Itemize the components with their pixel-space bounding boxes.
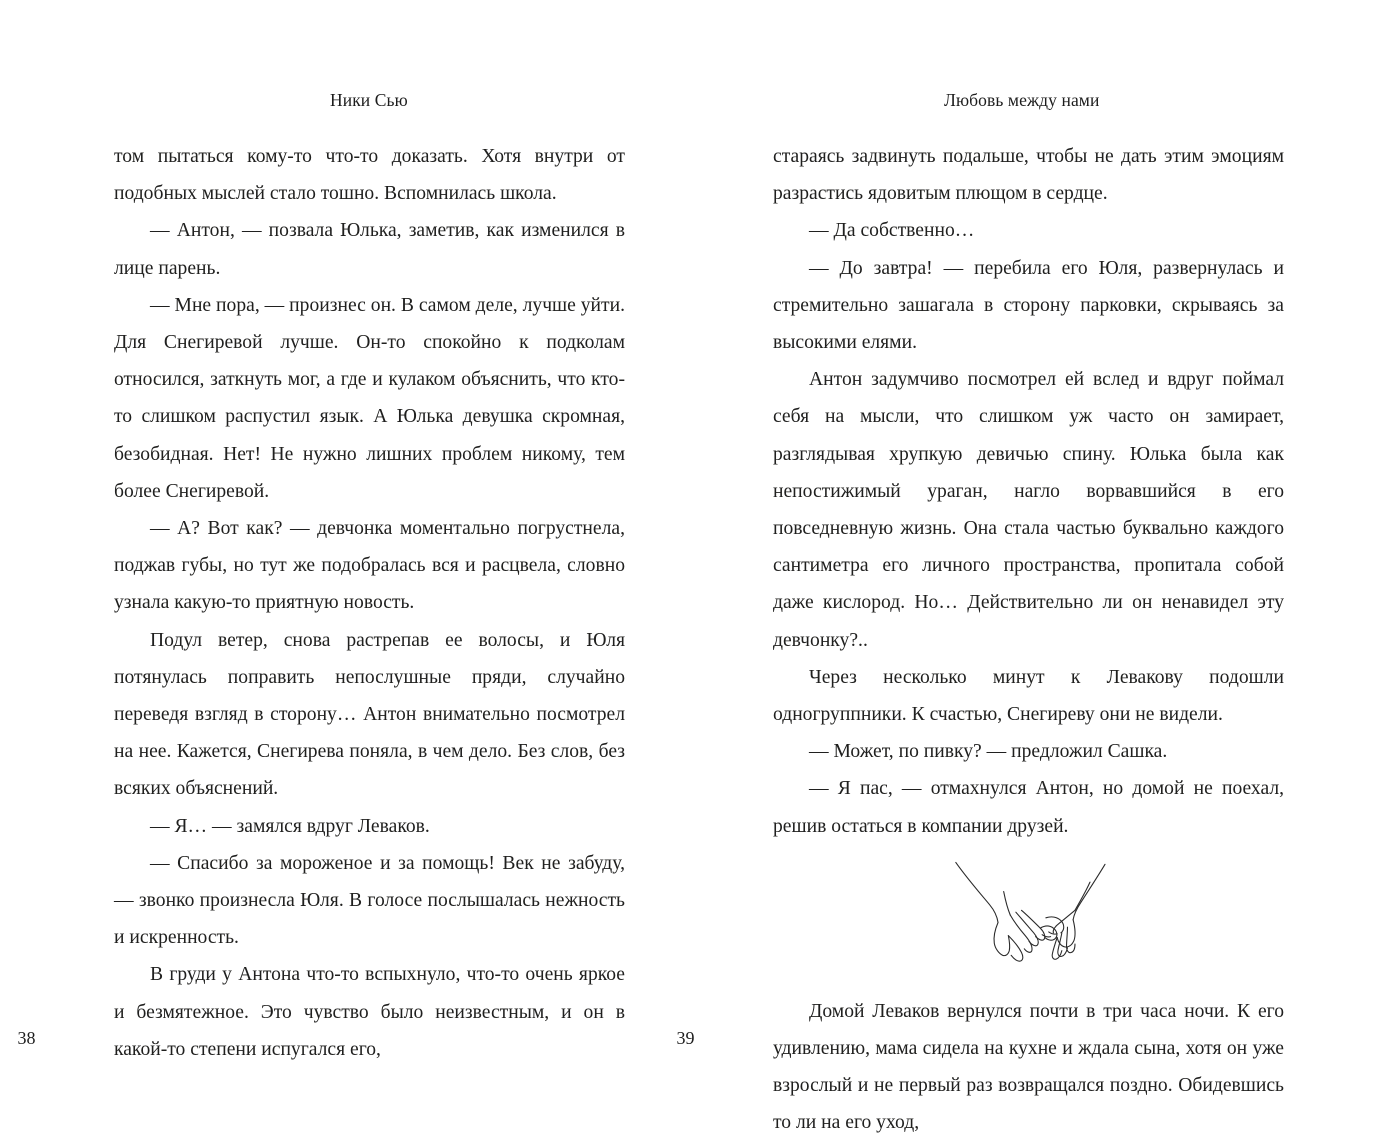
text-block-left: [114, 138, 625, 1068]
page-number-left: 38: [17, 1028, 36, 1048]
paragraph: Антон задумчиво посмотрел ей вслед и вдруг поймал себя на мысли, что слишком уж часто он замирает, разглядывая хрупкую девичью спину. Юлька была как непостижимый ураган, нагло ворвавшийся в его повседневную жизнь. Она стала частью буквально каждого сантиметра его личного пространства, пропитала собой даже кислород. Но… Действительно ли он ненавидел эту девчонку?..: [773, 369, 1284, 651]
running-head-right: Любовь между нами: [944, 90, 1100, 110]
paragraph: — Может, по пивку? — предложил Сашка.: [809, 741, 1168, 763]
running-head-left: Ники Сью: [330, 90, 408, 110]
page-left: [0, 0, 697, 1125]
paragraph: том пытаться кому-то что-то доказать. Хотя внутри от подобных мыслей стало тошно. Вспомнилась школа.: [114, 146, 625, 205]
paragraph: — Антон, — позвала Юлька, заметив, как изменился в лице парень.: [114, 220, 625, 279]
pinky-promise-hands-icon: [773, 851, 1284, 979]
paragraph: — А? Вот как? — девчонка моментально погрустнела, поджав губы, но тут же подобралась вся и расцвела, словно узнала какую-то приятную новость.: [114, 518, 625, 614]
paragraph: — До завтра! — перебила его Юля, развернулась и стремительно зашагала в сторону парковки, скрываясь за высокими елями.: [773, 257, 1284, 354]
paragraph: — Мне пора, — произнес он. В самом деле, лучше уйти. Для Снегиревой лучше. Он-то спокойно к подколам относился, заткнуть мог, а где и кулаком объяснить, что кто-то слишком распустил язык. А Юлька девушка скромная, безобидная. Нет! Не нужно лишних проблем никому, тем более Снегиревой.: [114, 294, 625, 502]
text-block-right: [773, 138, 1284, 1142]
paragraph: Подул ветер, снова растрепав ее волосы, и Юля потянулась поправить непослушные пряди, случайно переведя взгляд в сторону… Антон внимательно посмотрел на нее. Кажется, Снегирева поняла, в чем дело. Без слов, без всяких объяснений.: [114, 629, 625, 800]
paragraph: Домой Леваков вернулся почти в три часа ночи. К его удивлению, мама сидела на кухне и ждала сына, хотя он уже взрослый и не первый раз возвращался поздно. Обидевшись то ли на его уход,: [773, 1000, 1284, 1134]
paragraph: — Да собственно…: [809, 220, 975, 242]
paragraph: В груди у Антона что-то вспыхнуло, что-то очень яркое и безмятежное. Это чувство было неизвестным, и он в какой-то степени испугался его,: [114, 964, 625, 1060]
paragraph: — Я… — замялся вдруг Леваков.: [150, 815, 430, 837]
page-number-right: 39: [676, 1028, 695, 1048]
paragraph: — Я пас, — отмахнулся Антон, но домой не поехал, решив остаться в компании друзей.: [773, 778, 1284, 837]
page-right: [676, 0, 1394, 1134]
paragraph: — Спасибо за мороженое и за помощь! Век не забуду, — звонко произнесла Юля. В голосе послышалась нежность и искренность.: [114, 852, 625, 949]
paragraph: стараясь задвинуть подальше, чтобы не дать этим эмоциям разрастись ядовитым плющом в сердце.: [773, 146, 1284, 205]
paragraph: Через несколько минут к Левакову подошли одногруппники. К счастью, Снегиреву они не видели.: [773, 666, 1284, 726]
